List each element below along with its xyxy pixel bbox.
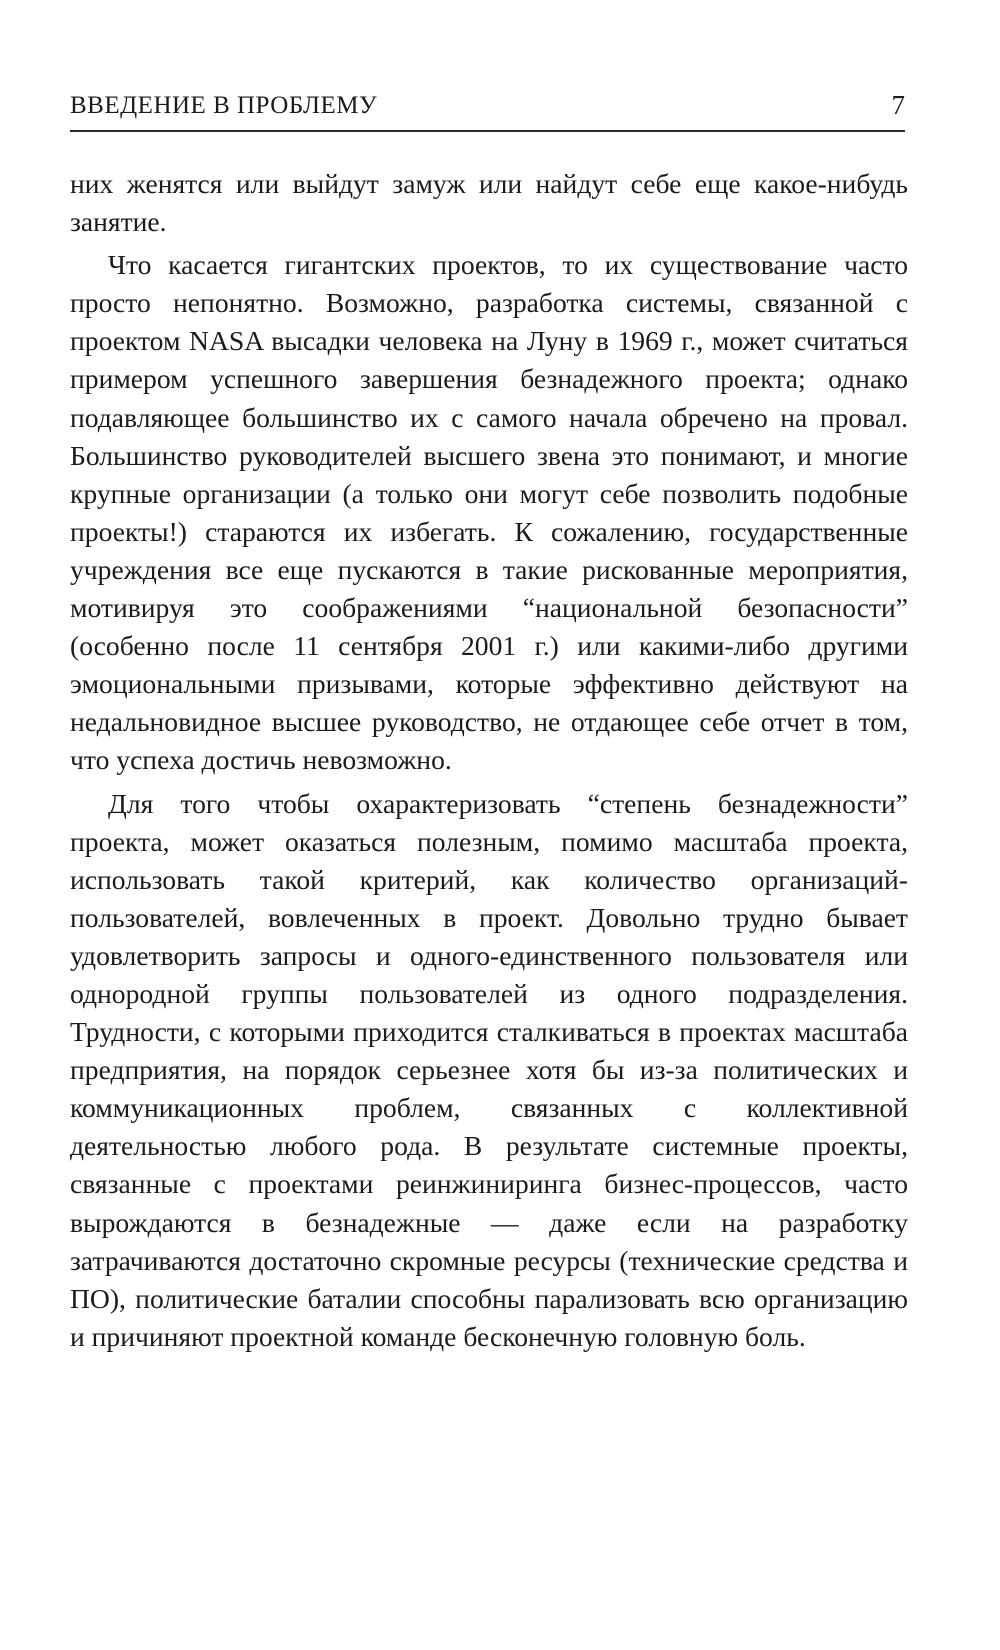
paragraph-giant-projects: Что касается гигантских проектов, то их существование часто просто непонятно. Возможно, разработка системы, связанной с проектом NASA высадки человека на Луну в 1969 г., может считаться примером успешного завершения безнадежного проекта; однако подавляющее большинство их с самого начала обречено на провал. Большинство руководителей высшего звена это понимают, и многие крупные организации (а только они могут себе позволить подобные проекты!) стараются их избегать. К сожалению, государственные учреждения все еще пускаются в такие рискованные мероприятия, мотивируя это соображениями “национальной безопасности” (особенно после 11 сентября 2001 г.) или какими-либо другими эмоциональными призывами, которые эффективно действуют на недальновидное высшее руководство, не отдающее себе отчет в том, что успеха достичь невозможно. (70, 249, 908, 776)
running-header (70, 88, 905, 132)
paragraph-continuation: них женятся или выйдут замуж или найдут себе еще какое-нибудь занятие. (70, 168, 908, 238)
running-title: ВВЕДЕНИЕ В ПРОБЛЕМУ (70, 92, 378, 119)
page-number: 7 (891, 90, 905, 120)
paragraph-hopelessness-degree: Для того чтобы охарактеризовать “степень безнадежности” проекта, может оказаться полезным, помимо масштаба проекта, использовать такой критерий, как количество организаций-пользователей, вовлеченных в проект. Довольно трудно бывает удовлетворить запросы и одного-единственного пользователя или однородной группы пользователей из одного подразделения. Трудности, с которыми приходится сталкиваться в проектах масштаба предприятия, на порядок серьезнее хотя бы из-за политических и коммуникационных проблем, связанных с коллективной деятельностью любого рода. В результате системные проекты, связанные с проектами реинжиниринга бизнес-процессов, часто вырождаются в безнадежные — даже если на разработку затрачиваются достаточно скромные ресурсы (технические средства и ПО), политические баталии способны парализовать всю организацию и причиняют проектной команде бесконечную головную боль. (70, 787, 908, 1352)
body-text (70, 165, 908, 1361)
